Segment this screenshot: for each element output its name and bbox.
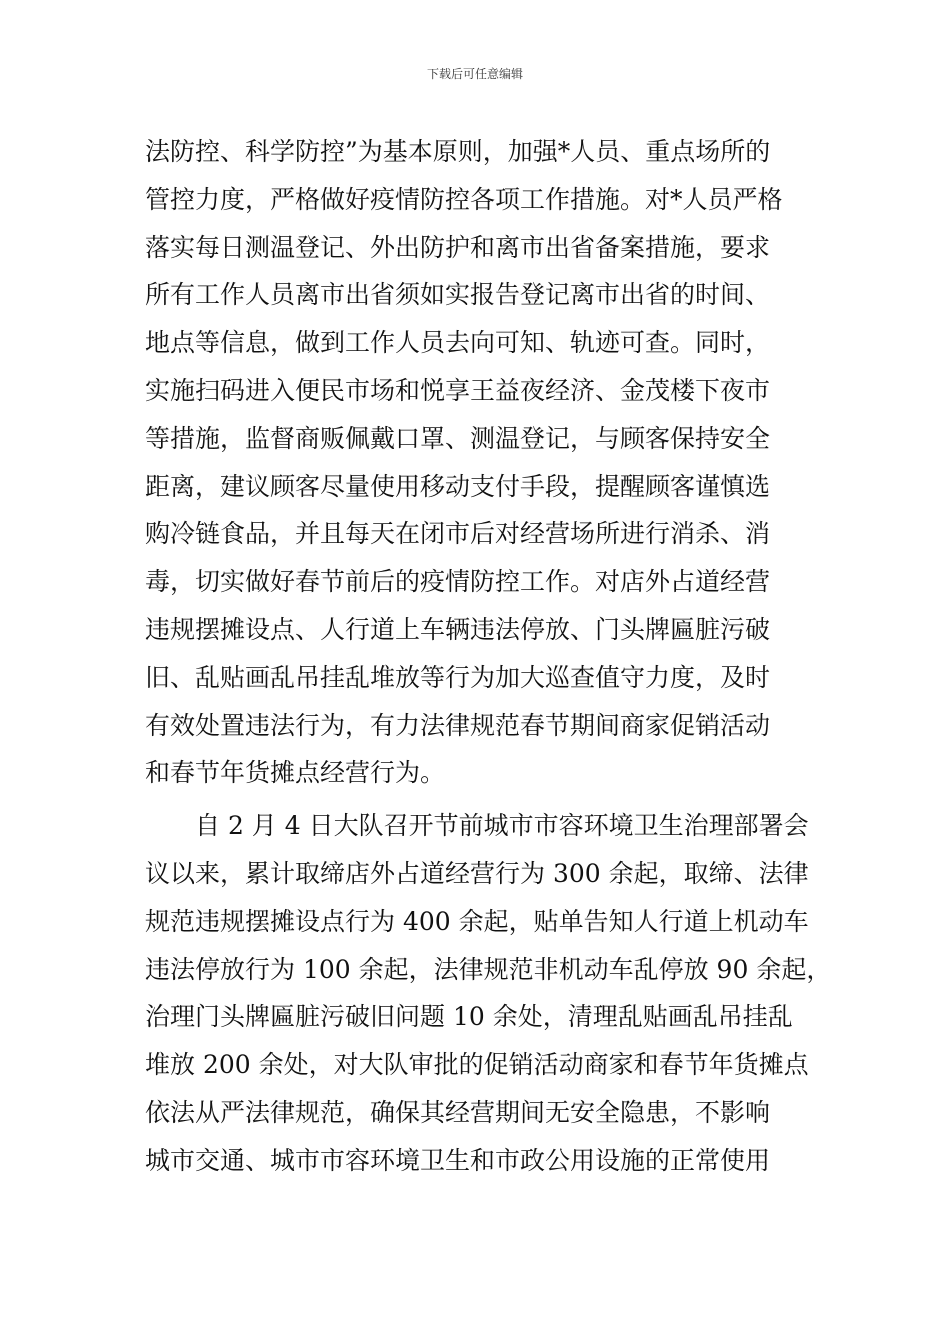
text-line: 议以来，累计取缔店外占道经营行为 300 余起，取缔、法律 xyxy=(145,858,809,888)
text-line: 毒，切实做好春节前后的疫情防控工作。对店外占道经营 xyxy=(145,567,771,597)
text-line: 购冷链食品，并且每天在闭市后对经营场所进行消杀、消 xyxy=(145,519,771,549)
page-header-note: 下载后可任意编辑 xyxy=(426,67,523,81)
text-line: 管控力度，严格做好疫情防控各项工作措施。对*人员严格 xyxy=(145,184,783,214)
text-line: 所有工作人员离市出省须如实报告登记离市出省的时间、 xyxy=(145,280,771,310)
text-line: 和春节年货摊点经营行为。 xyxy=(145,758,446,788)
text-line: 依法从严法律规范，确保其经营期间无安全隐患，不影响 xyxy=(145,1097,771,1127)
text-line: 等措施，监督商贩佩戴口罩、测温登记，与顾客保持安全 xyxy=(145,423,771,453)
text-line: 距离，建议顾客尽量使用移动支付手段，提醒顾客谨慎选 xyxy=(145,471,771,501)
text-line: 违法停放行为 100 余起，法律规范非机动车乱停放 90 余起， xyxy=(145,954,832,984)
text-line: 治理门头牌匾脏污破旧问题 10 余处，清理乱贴画乱吊挂乱 xyxy=(145,1002,793,1032)
text-line: 有效处置违法行为，有力法律规范春节期间商家促销活动 xyxy=(145,710,771,740)
text-line: 堆放 200 余处，对大队审批的促销活动商家和春节年货摊点 xyxy=(145,1050,809,1080)
text-line: 法防控、科学防控”为基本原则，加强*人员、重点场所的 xyxy=(145,137,771,166)
text-line: 旧、乱贴画乱吊挂乱堆放等行为加大巡查值守力度，及时 xyxy=(145,662,771,692)
text-line: 落实每日测温登记、外出防护和离市出省备案措施，要求 xyxy=(145,232,771,262)
text-line: 违规摆摊设点、人行道上车辆违法停放、门头牌匾脏污破 xyxy=(145,614,771,644)
paragraph-2 xyxy=(145,802,832,1184)
text-line: 规范违规摆摊设点行为 400 余起，贴单告知人行道上机动车 xyxy=(145,906,809,936)
text-line: 城市交通、城市市容环境卫生和市政公用设施的正常使用 xyxy=(145,1145,771,1175)
document-body xyxy=(145,128,832,1185)
text-line: 地点等信息，做到工作人员去向可知、轨迹可查。同时， xyxy=(145,328,771,358)
paragraph-1 xyxy=(145,128,815,797)
text-line: 实施扫码进入便民市场和悦享王益夜经济、金茂楼下夜市 xyxy=(145,375,771,405)
text-line: 自 2 月 4 日大队召开节前城市市容环境卫生治理部署会 xyxy=(195,811,809,841)
